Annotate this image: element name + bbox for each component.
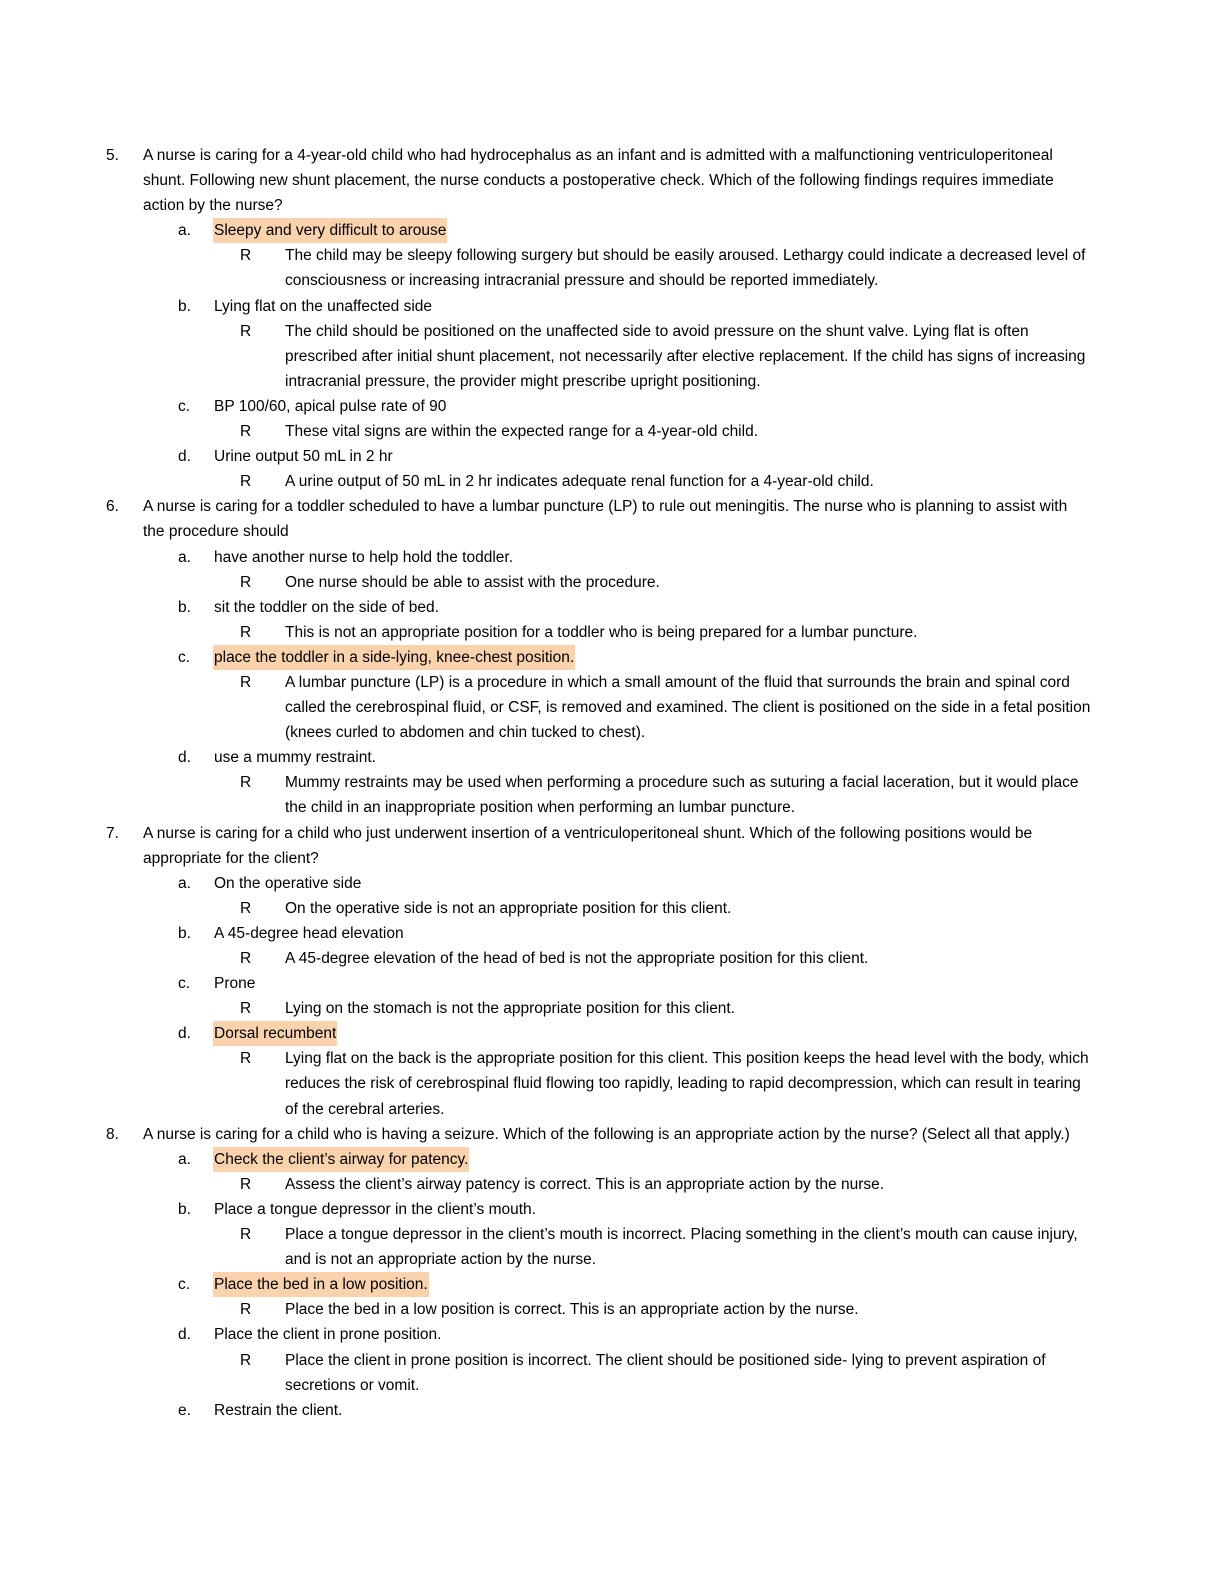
question-6-line — [0, 494, 1224, 519]
rationale-marker: R — [240, 1050, 252, 1068]
answer-option — [0, 1398, 1224, 1423]
correct-answer-text: Check the client’s airway for patency. — [213, 1147, 469, 1172]
answer-option — [0, 1021, 1224, 1046]
answer-option — [0, 444, 1224, 469]
rationale-text: Assess the client’s airway patency is correct. This is an appropriate action by the nurse. — [285, 1175, 885, 1193]
answer-option — [0, 1272, 1224, 1297]
answer-text: Place a tongue depressor in the client’s mouth. — [214, 1200, 536, 1218]
rationale-line — [0, 1097, 1224, 1122]
rationale-text: Place the bed in a low position is correct. This is an appropriate action by the nurse. — [285, 1301, 859, 1319]
rationale-marker: R — [240, 1226, 252, 1244]
rationale-text: These vital signs are within the expected range for a 4-year-old child. — [285, 423, 758, 441]
question-number: 7. — [106, 824, 119, 842]
answer-option — [0, 545, 1224, 570]
rationale-text: called the cerebrospinal fluid, or CSF, is removed and examined. The client is positioned on the side in a fetal position — [285, 699, 1091, 717]
rationale-marker: R — [240, 1000, 252, 1018]
correct-answer-text: Dorsal recumbent — [213, 1021, 337, 1046]
rationale-text: The child should be positioned on the unaffected side to avoid pressure on the shunt valve. Lying flat is often — [285, 322, 1029, 340]
correct-answer-text: Place the bed in a low position. — [213, 1272, 429, 1297]
rationale-text: Lying on the stomach is not the appropriate position for this client. — [285, 1000, 736, 1018]
option-letter: e. — [178, 1401, 191, 1419]
rationale-text: secretions or vomit. — [285, 1376, 420, 1394]
rationale-line — [0, 720, 1224, 745]
correct-answer-text: Sleepy and very difficult to arouse — [213, 218, 447, 243]
rationale-line — [0, 570, 1224, 595]
rationale-text: Mummy restraints may be used when performing a procedure such as suturing a facial laceration, but it would place — [285, 774, 1079, 792]
option-letter: d. — [178, 749, 191, 767]
answer-option — [0, 971, 1224, 996]
rationale-marker: R — [240, 673, 252, 691]
answer-text: Place the client in prone position. — [214, 1326, 442, 1344]
question-number: 6. — [106, 498, 119, 516]
answer-option — [0, 1197, 1224, 1222]
question-text: shunt. Following new shunt placement, the nurse conducts a postoperative check. Which of the following findings requires immediate — [143, 172, 1054, 190]
question-number: 8. — [106, 1125, 119, 1143]
question-text: A nurse is caring for a 4-year-old child who had hydrocephalus as an infant and is admitted with a malfunctioning ventriculoperitoneal — [143, 147, 1053, 164]
question-text: A nurse is caring for a toddler scheduled to have a lumbar puncture (LP) to rule out meningitis. The nurse who is planning to assist with — [143, 498, 1068, 516]
rationale-line — [0, 344, 1224, 369]
rationale-line — [0, 419, 1224, 444]
option-letter: d. — [178, 1025, 191, 1043]
rationale-line — [0, 1222, 1224, 1247]
question-5-line — [0, 193, 1224, 218]
rationale-line — [0, 1297, 1224, 1322]
answer-option — [0, 871, 1224, 896]
rationale-marker: R — [240, 247, 252, 265]
rationale-marker: R — [240, 573, 252, 591]
rationale-line — [0, 695, 1224, 720]
option-letter: c. — [178, 397, 191, 415]
answer-text: A 45-degree head elevation — [214, 924, 404, 942]
correct-answer-text: place the toddler in a side-lying, knee-chest position. — [213, 645, 575, 670]
rationale-line — [0, 369, 1224, 394]
option-letter: b. — [178, 924, 191, 942]
rationale-marker: R — [240, 774, 252, 792]
option-letter: b. — [178, 598, 191, 616]
rationale-marker: R — [240, 950, 252, 967]
answer-option — [0, 1322, 1224, 1347]
rationale-line — [0, 243, 1224, 268]
rationale-line — [0, 770, 1224, 795]
answer-text: sit the toddler on the side of bed. — [214, 598, 439, 616]
rationale-line — [0, 1172, 1224, 1197]
rationale-line — [0, 795, 1224, 820]
answer-option — [0, 645, 1224, 670]
question-text: A nurse is caring for a child who is having a seizure. Which of the following is an appropriate action by the nurse? (Select all that apply.) — [143, 1125, 1070, 1143]
question-7-line — [0, 821, 1224, 846]
rationale-marker: R — [240, 1351, 252, 1369]
rationale-line — [0, 268, 1224, 293]
answer-text: Lying flat on the unaffected side — [214, 297, 433, 315]
rationale-line — [0, 946, 1224, 971]
rationale-line — [0, 896, 1224, 921]
rationale-marker: R — [240, 322, 252, 340]
rationale-text: A lumbar puncture (LP) is a procedure in which a small amount of the fluid that surrounds the brain and spinal cord — [285, 673, 1070, 691]
question-text: appropriate for the client? — [143, 849, 319, 867]
rationale-line — [0, 1373, 1224, 1398]
rationale-marker: R — [240, 899, 252, 917]
rationale-marker: R — [240, 473, 252, 491]
rationale-text: Place a tongue depressor in the client’s mouth is incorrect. Placing something in the client’s mouth can cause injury, — [285, 1226, 1078, 1244]
option-letter: c. — [178, 975, 191, 993]
rationale-text: A urine output of 50 mL in 2 hr indicates adequate renal function for a 4-year-old child. — [285, 473, 874, 491]
option-letter: b. — [178, 1200, 191, 1218]
question-8-line — [0, 1122, 1224, 1147]
answer-text: Urine output 50 mL in 2 hr — [214, 448, 393, 466]
option-letter: c. — [178, 648, 191, 666]
answer-text: Restrain the client. — [214, 1401, 343, 1419]
option-letter: a. — [178, 222, 191, 240]
answer-option — [0, 1147, 1224, 1172]
rationale-line — [0, 319, 1224, 344]
rationale-text: One nurse should be able to assist with the procedure. — [285, 573, 660, 591]
rationale-line — [0, 670, 1224, 695]
question-6-line — [0, 519, 1224, 544]
answer-text: Prone — [214, 975, 256, 993]
answer-option — [0, 218, 1224, 243]
answer-option — [0, 595, 1224, 620]
rationale-text: This is not an appropriate position for a toddler who is being prepared for a lumbar puncture. — [285, 623, 918, 641]
question-7-line — [0, 846, 1224, 871]
rationale-text: the child in an inappropriate position when performing an lumbar puncture. — [285, 799, 796, 817]
rationale-line — [0, 1046, 1224, 1071]
question-text: action by the nurse? — [143, 197, 283, 215]
rationale-marker: R — [240, 1301, 252, 1319]
rationale-text: Lying flat on the back is the appropriate position for this client. This position keeps the head level with the body, which — [285, 1050, 1089, 1068]
answer-text: use a mummy restraint. — [214, 749, 376, 767]
rationale-line — [0, 1247, 1224, 1272]
rationale-text: On the operative side is not an appropriate position for this client. — [285, 899, 732, 917]
answer-text: have another nurse to help hold the toddler. — [214, 548, 514, 566]
question-5-line — [0, 168, 1224, 193]
question-5-line — [0, 143, 1224, 168]
option-letter: a. — [178, 874, 191, 892]
question-list — [0, 143, 1224, 1423]
rationale-text: Place the client in prone position is incorrect. The client should be positioned side- lying to prevent aspiration of — [285, 1351, 1046, 1369]
rationale-text: and is not an appropriate action by the nurse. — [285, 1251, 597, 1269]
rationale-line — [0, 1071, 1224, 1096]
question-text: the procedure should — [143, 523, 289, 541]
rationale-marker: R — [240, 1175, 252, 1193]
rationale-text: reduces the risk of cerebrospinal fluid flowing too rapidly, leading to rapid decompression, which can result in tearing — [285, 1075, 1081, 1093]
rationale-marker: R — [240, 623, 252, 641]
rationale-text: of the cerebral arteries. — [285, 1100, 445, 1118]
answer-option — [0, 745, 1224, 770]
rationale-line — [0, 1348, 1224, 1373]
answer-text: BP 100/60, apical pulse rate of 90 — [214, 397, 447, 415]
answer-option — [0, 921, 1224, 946]
rationale-line — [0, 469, 1224, 494]
answer-option — [0, 394, 1224, 419]
option-letter: d. — [178, 1326, 191, 1344]
option-letter: d. — [178, 448, 191, 466]
rationale-marker: R — [240, 423, 252, 441]
option-letter: b. — [178, 297, 191, 315]
option-letter: a. — [178, 1150, 191, 1168]
question-text: A nurse is caring for a child who just underwent insertion of a ventriculoperitoneal shunt. Which of the following positions would be — [143, 824, 1033, 842]
option-letter: c. — [178, 1276, 191, 1294]
rationale-text: A 45-degree elevation of the head of bed is not the appropriate position for this client. — [285, 950, 869, 967]
rationale-line — [0, 620, 1224, 645]
rationale-text: consciousness or increasing intracranial pressure and should be reported immediately. — [285, 272, 879, 290]
answer-text: On the operative side — [214, 874, 362, 892]
option-letter: a. — [178, 548, 191, 566]
rationale-text: prescribed after initial shunt placement, not necessarily after elective replacement. If the child has signs of increasing — [285, 347, 1086, 365]
rationale-text: intracranial pressure, the provider might prescribe upright positioning. — [285, 372, 761, 390]
rationale-text: (knees curled to abdomen and chin tucked to chest). — [285, 724, 646, 742]
rationale-text: The child may be sleepy following surgery but should be easily aroused. Lethargy could indicate a decreased level of — [285, 247, 1086, 265]
question-number: 5. — [106, 147, 119, 164]
rationale-line — [0, 996, 1224, 1021]
answer-option — [0, 294, 1224, 319]
